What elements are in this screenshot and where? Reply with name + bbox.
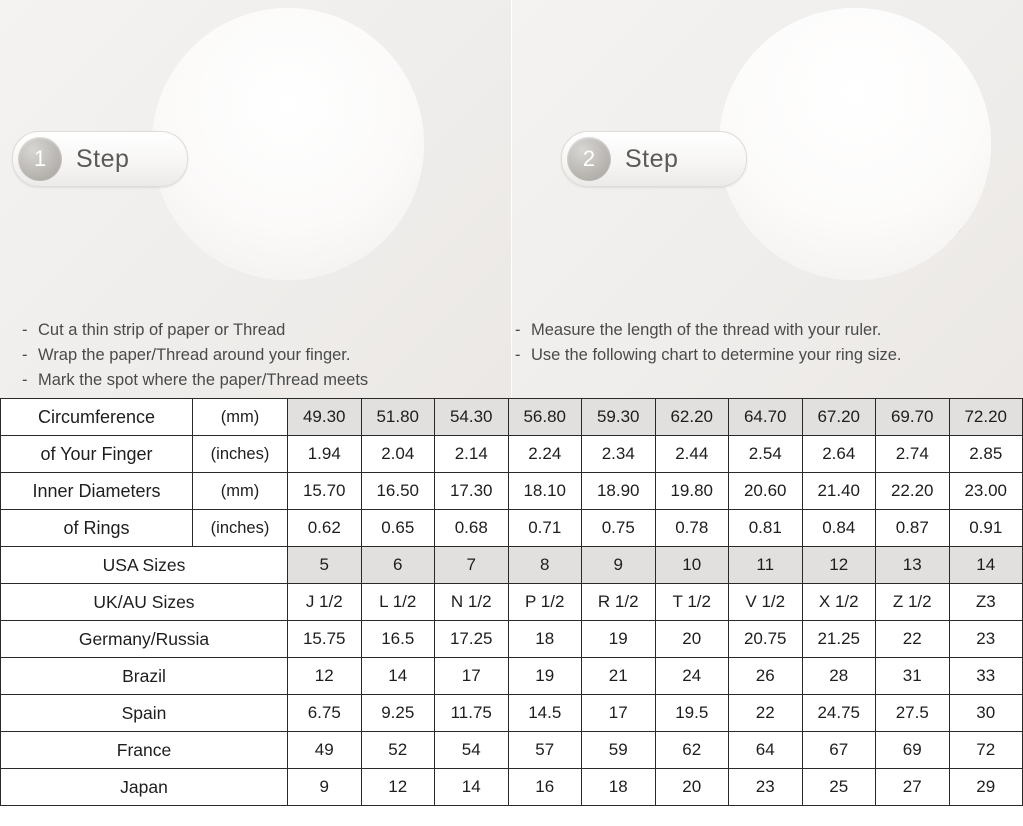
- cell: 26: [729, 658, 803, 695]
- cell: 16.5: [361, 621, 435, 658]
- cell: 15.70: [288, 473, 362, 510]
- cell: 20: [655, 621, 729, 658]
- cell: 2.54: [729, 436, 803, 473]
- cell: 0.91: [949, 510, 1023, 547]
- cell: 69.70: [876, 399, 950, 436]
- step-1-panel: [0, 0, 511, 398]
- cell: 12: [288, 658, 362, 695]
- cell: 22.20: [876, 473, 950, 510]
- cell: 16.50: [361, 473, 435, 510]
- cell: 0.62: [288, 510, 362, 547]
- row-unit-mm-2: (mm): [193, 473, 288, 510]
- cell: L 1/2: [361, 584, 435, 621]
- step-1-bullet-1-text: Cut a thin strip of paper or Thread: [38, 321, 286, 339]
- cell: 0.75: [582, 510, 656, 547]
- cell: 29: [949, 769, 1023, 806]
- step-1-bullet-2-text: Wrap the paper/Thread around your finger.: [38, 346, 351, 364]
- cell: 0.65: [361, 510, 435, 547]
- cell: 2.14: [435, 436, 509, 473]
- row-label-brazil: Brazil: [1, 658, 288, 695]
- row-unit-inches-2: (inches): [193, 510, 288, 547]
- cell: 59.30: [582, 399, 656, 436]
- step-2-photo: [719, 8, 991, 280]
- cell: 31: [876, 658, 950, 695]
- cell: 14: [361, 658, 435, 695]
- cell: 9.25: [361, 695, 435, 732]
- cell: 6.75: [288, 695, 362, 732]
- cell: 67.20: [802, 399, 876, 436]
- cell: J 1/2: [288, 584, 362, 621]
- cell: 2.44: [655, 436, 729, 473]
- step-2-bullet-2: - Use the following chart to determine your ring size.: [515, 346, 902, 364]
- step-1-bullet-1: - Cut a thin strip of paper or Thread: [22, 321, 286, 339]
- cell: 2.85: [949, 436, 1023, 473]
- cell: 33: [949, 658, 1023, 695]
- cell: 64: [729, 732, 803, 769]
- cell: 8: [508, 547, 582, 584]
- row-label-of-your-finger: of Your Finger: [1, 436, 193, 473]
- table-row-germany-russia: [1, 621, 1023, 658]
- cell: 21.40: [802, 473, 876, 510]
- cell: 18.10: [508, 473, 582, 510]
- cell: 56.80: [508, 399, 582, 436]
- cell: 15.75: [288, 621, 362, 658]
- step-1-badge: [12, 131, 188, 187]
- cell: 23.00: [949, 473, 1023, 510]
- cell: 54.30: [435, 399, 509, 436]
- cell: P 1/2: [508, 584, 582, 621]
- row-label-japan: Japan: [1, 769, 288, 806]
- cell: 19: [582, 621, 656, 658]
- row-unit-inches: (inches): [193, 436, 288, 473]
- cell: 49: [288, 732, 362, 769]
- cell: 11: [729, 547, 803, 584]
- cell: Z 1/2: [876, 584, 950, 621]
- cell: 21: [582, 658, 656, 695]
- cell: 20.75: [729, 621, 803, 658]
- row-label-circumference: Circumference: [1, 399, 193, 436]
- step-2-panel: [511, 0, 1023, 398]
- cell: V 1/2: [729, 584, 803, 621]
- cell: Z3: [949, 584, 1023, 621]
- cell: 0.87: [876, 510, 950, 547]
- step-2-badge: [561, 131, 747, 187]
- cell: 64.70: [729, 399, 803, 436]
- cell: 20.60: [729, 473, 803, 510]
- cell: 2.34: [582, 436, 656, 473]
- cell: 18.90: [582, 473, 656, 510]
- cell: 17: [435, 658, 509, 695]
- cell: 23: [729, 769, 803, 806]
- cell: 27: [876, 769, 950, 806]
- step-1-bullet-3-text: Mark the spot where the paper/Thread meets: [38, 371, 369, 389]
- table-row-brazil: [1, 658, 1023, 695]
- cell: 0.81: [729, 510, 803, 547]
- cell: 0.71: [508, 510, 582, 547]
- instructions-section: [0, 0, 1023, 398]
- step-2-instructions: [515, 318, 902, 368]
- table-row-japan: [1, 769, 1023, 806]
- table-row-usa: [1, 547, 1023, 584]
- cell: 19.5: [655, 695, 729, 732]
- cell: 14: [435, 769, 509, 806]
- cell: 2.64: [802, 436, 876, 473]
- cell: 51.80: [361, 399, 435, 436]
- cell: N 1/2: [435, 584, 509, 621]
- table-row-france: [1, 732, 1023, 769]
- cell: 9: [582, 547, 656, 584]
- step-2-label: Step: [625, 144, 679, 173]
- ring-size-table: [0, 398, 1023, 806]
- step-1-label: Step: [76, 144, 130, 173]
- step-2-bullet-1: - Measure the length of the thread with your ruler.: [515, 321, 882, 339]
- row-unit-mm: (mm): [193, 399, 288, 436]
- table-row-uk-au: [1, 584, 1023, 621]
- row-label-inner-diameters: Inner Diameters: [1, 473, 193, 510]
- cell: 7: [435, 547, 509, 584]
- cell: 72.20: [949, 399, 1023, 436]
- cell: 25: [802, 769, 876, 806]
- step-1-photo: [152, 8, 424, 280]
- cell: 67: [802, 732, 876, 769]
- cell: 2.74: [876, 436, 950, 473]
- cell: 11.75: [435, 695, 509, 732]
- cell: 69: [876, 732, 950, 769]
- cell: 57: [508, 732, 582, 769]
- cell: 0.68: [435, 510, 509, 547]
- cell: 62: [655, 732, 729, 769]
- cell: 72: [949, 732, 1023, 769]
- cell: 59: [582, 732, 656, 769]
- row-label-uk-au: UK/AU Sizes: [1, 584, 288, 621]
- hand-with-thread-illustration: [152, 8, 424, 280]
- cell: 18: [582, 769, 656, 806]
- cell: 17.30: [435, 473, 509, 510]
- cell: 13: [876, 547, 950, 584]
- cell: 24: [655, 658, 729, 695]
- cell: 54: [435, 732, 509, 769]
- cell: 30: [949, 695, 1023, 732]
- cell: 2.24: [508, 436, 582, 473]
- cell: 17: [582, 695, 656, 732]
- cell: 21.25: [802, 621, 876, 658]
- step-1-instructions: [22, 318, 368, 393]
- photo-background-2: [719, 8, 991, 280]
- cell: 16: [508, 769, 582, 806]
- cell: 24.75: [802, 695, 876, 732]
- table-row-circumference-mm: [1, 399, 1023, 436]
- step-1-bullet-3: - Mark the spot where the paper/Thread meets: [22, 371, 369, 389]
- row-label-germany-russia: Germany/Russia: [1, 621, 288, 658]
- cell: 17.25: [435, 621, 509, 658]
- cell: 0.84: [802, 510, 876, 547]
- cell: T 1/2: [655, 584, 729, 621]
- table-row-circumference-inches: [1, 436, 1023, 473]
- cell: 9: [288, 769, 362, 806]
- cell: 14.5: [508, 695, 582, 732]
- step-2-bullet-2-text: Use the following chart to determine your ring size.: [531, 346, 902, 364]
- row-label-usa: USA Sizes: [1, 547, 288, 584]
- cell: 10: [655, 547, 729, 584]
- cell: 18: [508, 621, 582, 658]
- cell: 27.5: [876, 695, 950, 732]
- cell: 5: [288, 547, 362, 584]
- cell: 0.78: [655, 510, 729, 547]
- step-2-bullet-1-text: Measure the length of the thread with your ruler.: [531, 321, 882, 339]
- step-2-number: 2: [567, 137, 611, 181]
- step-1-number: 1: [18, 137, 62, 181]
- cell: 20: [655, 769, 729, 806]
- cell: R 1/2: [582, 584, 656, 621]
- table-row-spain: [1, 695, 1023, 732]
- cell: 12: [361, 769, 435, 806]
- cell: 19.80: [655, 473, 729, 510]
- cell: 62.20: [655, 399, 729, 436]
- row-label-of-rings: of Rings: [1, 510, 193, 547]
- table-row-diameter-mm: [1, 473, 1023, 510]
- cell: 12: [802, 547, 876, 584]
- step-1-bullet-2: - Wrap the paper/Thread around your finger.: [22, 346, 351, 364]
- hand-with-ruler-illustration: [719, 8, 991, 280]
- cell: 22: [876, 621, 950, 658]
- row-label-spain: Spain: [1, 695, 288, 732]
- photo-background: [152, 8, 424, 280]
- cell: 1.94: [288, 436, 362, 473]
- row-label-france: France: [1, 732, 288, 769]
- cell: 52: [361, 732, 435, 769]
- cell: 2.04: [361, 436, 435, 473]
- table-row-diameter-inches: [1, 510, 1023, 547]
- cell: X 1/2: [802, 584, 876, 621]
- cell: 28: [802, 658, 876, 695]
- cell: 49.30: [288, 399, 362, 436]
- cell: 6: [361, 547, 435, 584]
- cell: 23: [949, 621, 1023, 658]
- cell: 22: [729, 695, 803, 732]
- cell: 19: [508, 658, 582, 695]
- cell: 14: [949, 547, 1023, 584]
